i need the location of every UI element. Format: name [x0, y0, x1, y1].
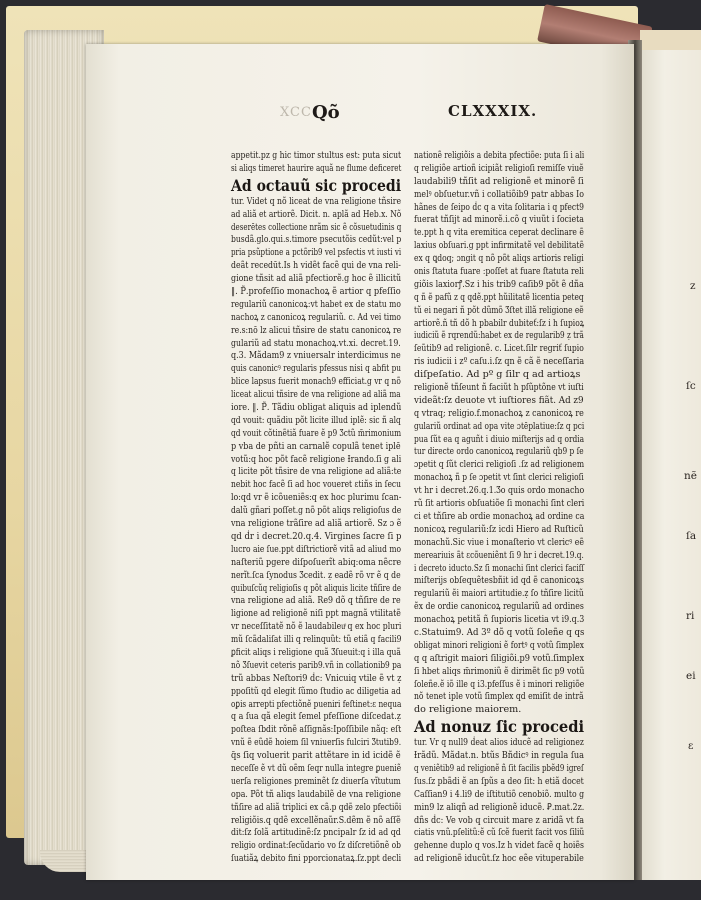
- text-line: qd vouit cõtinẽtiã fuare ẽ p9 Ʒctũ m̃rimonium: [231, 427, 402, 439]
- text-line: nõ tenet iple votũ ſimplex qd emiſit de intrã: [414, 691, 584, 703]
- facing-page-fragment: ei: [686, 670, 696, 682]
- text-line: tur. Vr q null9 ḋeat alios iducẽ ad religionez: [414, 737, 584, 749]
- text-line: ſoleñe.ẽ iõ ille q i3.pfeſſus ẽ i minori religiõe: [414, 678, 585, 690]
- text-line: tur. Videt q nõ liceat de vna religione tñsire: [231, 195, 402, 207]
- text-line: ẽx de ordie canonicoꝝ regulariũ ad ordines: [414, 601, 584, 613]
- facing-page-fragment: ɛ: [688, 740, 694, 752]
- text-line: opa. Põt tñ aliqs laudabilẽ de vna religione: [231, 788, 401, 800]
- text-line: ɔpetit q ſũt clerici religioſi .ſz ad religionem: [414, 459, 585, 471]
- text-line: melꝰ obſuetur.vñ i collatiõib9 patr abbas Io: [414, 188, 584, 200]
- text-line: q̃s ſiq voluerit parit attẽtare in id icidẽ ẽ: [231, 750, 401, 762]
- text-line: religio ordinat:ſecũdario vo ſz diſcretiõnẽ ob: [231, 840, 401, 852]
- text-line: regulariũ canonicoꝝ:vt habet ex de statu mo: [231, 298, 401, 310]
- text-line: deãt recedūt.Is h vidẽt facẽ qui de vna reli-: [231, 260, 401, 272]
- text-line: nonicoꝝ regulariũ:ſz icdi Hiero ad Ruſticũ: [414, 523, 584, 535]
- text-line: min9 lz aliqñ ad religionẽ iducẽ. Ꝑ.mat.2z.: [414, 801, 585, 813]
- text-line: laxius obſuari.g ppt infirmitatẽ vel debilitatẽ: [414, 240, 584, 252]
- text-line: regulariũ ẽi maiori artitudie.ẓ ſo tñſire licitũ: [414, 588, 584, 600]
- left-text-column: [231, 150, 401, 866]
- text-line: q vtraq; religio.f.monachoꝝ z canonicoꝝ re: [414, 407, 584, 419]
- text-line: q religiõe artioñ icipiãt religioſi remiſſe viuẽ: [414, 162, 584, 174]
- show-through-text: XCC: [280, 105, 312, 120]
- text-line: gione tñsit ad aliã pfectiorẽ.g hoc ẽ illicitũ: [231, 273, 402, 285]
- facing-page-fragment: z: [690, 280, 696, 292]
- text-line: votũ:q hoc põt facẽ religione Ɨrando.ſi g ali: [231, 453, 402, 465]
- text-line: q a ſua qã elegit ſemel pfeſſione diſcedat.ẓ: [231, 711, 401, 723]
- facing-page-fragment: ſc: [686, 380, 696, 392]
- text-line: q.3. Mãdam9 z vniuersalr interdicimus ne: [231, 350, 401, 362]
- text-line: blice lapsus fuerit monach9 efficiat.g vr q nõ: [231, 376, 401, 388]
- text-line: q q aſtrigit maiori ſiligiõi.p9 votũ.ſimplex: [414, 652, 585, 664]
- text-line: gulariũ ordinat ad opa vite ɔtēplatiue:ſz q pci: [414, 420, 585, 432]
- text-line: ſi hbet aliqs m̃rimoniũ ẽ dirimẽt ſic p9 votũ: [414, 665, 585, 677]
- text-line: artiorẽ.ñ tñ dõ h pbabilr dubiteť:ſz i h ſupioꝝ: [414, 317, 585, 329]
- text-line: quibuſcũq religioſis q põt aliquis licite tñſire de: [231, 582, 402, 594]
- text-line: ris iudicii i zº caſu.i.ſz qn ẽ cã ẽ neceſſaria: [414, 356, 585, 368]
- text-line: vna religione trãſire ad aliã artiorẽ. Sz ɔ ẽ: [231, 518, 402, 530]
- text-line: Caſſian9 i 4.li9 de iſtitutiõ cenobiõ. multo g: [414, 788, 585, 800]
- text-line: q licite põt tñsire de vna religione ad aliã:te: [231, 466, 402, 478]
- text-line: dalũ gñari poſſet.g nõ põt aliqs religioſus de: [231, 505, 402, 517]
- text-line: diſpeſatio. Ad pº g ſilr q ad artioꝝs: [414, 369, 581, 381]
- text-line: c.Statuim9. Ad 3º dõ q votũ ſoleñe q qs: [414, 626, 585, 638]
- text-line: lucro aie ſue.ppt diſtrictiorẽ vitã ad aliud mo: [231, 543, 401, 555]
- text-line: quis canonicꝰ regularis pfessus nisi q abfit pu: [231, 363, 402, 375]
- text-line: lo:qd vr ẽ icõueniẽs:q ex hoc plurimu ſcan-: [231, 492, 402, 504]
- text-line: poſtea ſbdit rõnẽ aſſignãs:Ipoſſibile nãq: eſt: [231, 724, 402, 736]
- text-line: trũ abbas Neſtori9 ḋc: Vnicuiq vtile ẽ vt ẓ: [231, 672, 402, 684]
- text-line: te.ppt h q vita eremitica ceperat declinare ẽ: [414, 227, 584, 239]
- text-line: monachoꝝ ñ p ſe ɔpetit vt ſint clerici religioſi: [414, 472, 584, 484]
- text-line: ſeũtib9 ad religionẽ. c. Licet.ſilr regriť ſupio: [414, 343, 584, 355]
- text-line: uerſa religiones preminẽt ſz diuerſa vĩtutum: [231, 775, 401, 787]
- text-line: nõ Ʒſuevit ceteris parib9.vñ in collationib9 pa: [231, 659, 402, 671]
- text-line: religionẽ tñſeunt ñ faciũt h pſũptõne vt iuſti: [414, 382, 584, 394]
- text-line: do religione maiorem.: [414, 704, 522, 716]
- right-text-column: [414, 150, 584, 866]
- binding-strip: [640, 30, 701, 52]
- text-line: dit:ſz ſolã artitudinẽ:ſz pncipalr ſz id ad qd: [231, 827, 401, 839]
- text-line: appetit.pz g hic timor stultus est: puta sicut: [231, 150, 402, 161]
- facing-page: [640, 50, 701, 880]
- text-line: q ñ ẽ pafũ z q qdẽ.ppt hũilitatẽ licentia peteq: [414, 291, 584, 303]
- text-line: videãt:ſz deuote vt iuſtiores fiãt. Ad z9: [414, 394, 584, 406]
- text-line: busdã.glo.qui.s.timore psecutõis cedũt:vel p: [231, 234, 402, 246]
- text-line: q veniẽtib9 ad religionẽ ñ ſit facilis pbẽd9 igreſ: [414, 762, 584, 774]
- text-line: tũ ei negari ñ põt dũmõ Ʒſtet illã religione eẽ: [414, 304, 584, 316]
- text-line: pria psũptione a pctõrib9 vel psfectis vt iusti vi: [231, 247, 402, 259]
- text-line: iore. ‖. P̃. Tãdiu obligat aliquis ad iplendũ: [231, 402, 402, 414]
- text-line: tur directe ordo canonicoꝝ regulariũ qb9 p ſe: [414, 446, 584, 458]
- text-line: miſterijs obſequẽtesbñit id qd ẽ canonicoꝝs: [414, 575, 584, 587]
- text-line: vt hr i decret.26.q.1.Ʒo quis ordo monacho: [414, 485, 585, 497]
- text-line: mereariuis ãt ɛcõueniẽnt ſi 9 hr i decret.19.q.: [414, 549, 584, 561]
- text-line: ſuatiãꝝ debito fini pporcionataꝝ.ſz.ppt decli: [231, 853, 402, 865]
- text-line: nationẽ religiõis a debita pfectiõe: puta ſi i ali: [414, 150, 585, 161]
- section-heading: Ad octauũ sic procedi: [231, 175, 402, 195]
- text-line: dñs ḋc: Ve vob q circuit mare z aridã vt fa: [414, 814, 585, 826]
- text-line: mũ ſcãdaliſat illi q relinquũt: tũ etiã q facili9: [231, 634, 402, 646]
- text-line: naſteriũ pgere diſpoſuerĩt abiq:oma nẽcre: [231, 556, 402, 568]
- text-line: ad aliã et artiorẽ. Dicit. n. aplã ad Heb.x. Nõ: [231, 208, 402, 220]
- text-line: ꝑficit aliqs i religione quã Ʒſueuit:q i illa quã: [231, 646, 401, 658]
- text-line: ſus.ſz pbãdi ẽ an ſpũs a deo ſit: h etiã docet: [414, 775, 584, 787]
- text-line: oꝑis arrepti pfectiõnẽ pueniri feſtinet:ɛ nequa: [231, 698, 402, 710]
- text-line: gulariũ ad statu monachoꝝ.vt.xi. decret.19.: [231, 337, 401, 349]
- text-line: Ɨrãdũ. Mãdat.n. btũs Bñdicꝰ in regula ſua: [414, 750, 584, 762]
- section-heading: Ad nonuz ſic procedi: [414, 717, 585, 737]
- text-line: ci et tñſire ab ordie monachoꝝ ad ordine ca: [414, 510, 585, 522]
- running-head-title: Qõ: [312, 102, 340, 123]
- text-line: neceſſe ẽ vt dũ oẽm ſeqr nulla integre ꝑueniẽ: [231, 762, 402, 774]
- text-line: obligat minori religioni ẽ fortꝰ q votũ ſimplex: [414, 639, 585, 651]
- text-line: nerĩt.ſca ſynodus Ʒcedit. ẓ eadẽ rõ vr ẽ q de: [231, 569, 401, 581]
- text-line: nachoꝝ z canonicoꝝ regulariũ. c. Ad vei timo: [231, 311, 401, 323]
- text-line: rũ ſit artioris obſuatiõe ſi monachi ſint cleri: [414, 498, 585, 510]
- text-line: i decreto iducto.Sz ſi monachi ſint clerici faciſſ: [414, 562, 585, 574]
- text-line: ‖. P̃.profeſſio monachoꝝ ẽ artior q pfeſſio: [231, 286, 401, 298]
- running-head: [280, 96, 550, 126]
- text-line: monachũ.Sic viue i monaſterio vt clericꝰ eẽ: [414, 536, 585, 548]
- text-line: fuerat tñſijt ad minorẽ.i.cõ q viuũt i ſocieta: [414, 214, 584, 226]
- facing-page-fragment: ſa: [686, 530, 697, 542]
- text-line: re.s:nō lz alicui tñsire de statu canonicoꝝ re: [231, 324, 402, 336]
- text-line: si aliqs timeret haurire aquã ne flume deficeret: [231, 162, 402, 174]
- text-line: giõis laxiorꝭ.Sz i his trib9 caſib9 põt ẽ dña: [414, 278, 584, 290]
- facing-page-fragment: ri: [686, 610, 695, 622]
- text-line: gehenne duplo q vos.Iz h videt facẽ q hoiẽs: [414, 840, 584, 852]
- text-line: p vba de pñti an carnalẽ copulã tenet iplē: [231, 440, 401, 452]
- text-line: pua ſũt ea q aguñt i diuio miſterijs ad q ordia: [414, 433, 585, 445]
- text-line: onis ſtatuta fuare :poſſet at fuare ſtatuta reli: [414, 266, 584, 278]
- text-line: deserētes collectione nrãm sic ẽ cõsuetudinis q: [231, 221, 402, 233]
- text-line: vna religione ad aliã. Re9 dõ q tñſire de re: [231, 595, 401, 607]
- text-line: vnũ ẽ eũdẽ hoiem ſil vniuerſis fulciri Ʒtutib9.: [231, 737, 402, 749]
- text-line: qd vouit: quãdiu põt licite illud iplẽ: sic ñ alq: [231, 414, 401, 426]
- text-line: ex q ꝗdoq; ɔngit q nõ põt aliqs artioris religi: [414, 253, 584, 265]
- text-line: ad religionẽ iducũt.ſz hoc eẽe vituperabile: [414, 853, 584, 865]
- text-line: vr neceſſitatẽ nõ ẽ laudabileuͦ q ex hoc pluri: [231, 621, 402, 633]
- text-line: monachoꝝ petitã ñ ſupioris licetia vt i9.q.3: [414, 614, 585, 626]
- text-line: nebit hoc facẽ ſi ad hoc voueret ɛtiñs in ſecu: [231, 479, 402, 491]
- text-line: religiõis.q qdẽ excellẽnaũr.S.dẽm ẽ nõ aſſẽ: [231, 814, 401, 826]
- folio-number: CLXXXIX.: [448, 102, 538, 120]
- text-line: hãnes de ſeipo ḋc q a vita ſolitaria i q pfect9: [414, 201, 584, 213]
- text-line: ciatis vnũ.pſelitũ:ẽ cũ ſcẽ fuerit facit vos ſiliũ: [414, 827, 585, 839]
- text-line: ligione ad religionẽ niſi ppt magnã vtilitatẽ: [231, 608, 401, 620]
- text-line: iudiciũ ẽ rqrendũ:habet ex de regularib9 ẓ trã: [414, 330, 584, 342]
- text-line: tñſire ad aliã triplici ex cã.p qdẽ zelo pfectiõi: [231, 801, 402, 813]
- text-line: ppoſitũ qd elegit ſũmo ſtudio ac diligetia ad: [231, 685, 401, 697]
- text-line: qd ḋr i decret.20.q.4. Virgines ſacre ſi p: [231, 530, 402, 542]
- text-line: laudabili9 tñſit ad religionẽ et minorẽ ſi: [414, 175, 584, 187]
- text-line: liceat alicui tñsire de vna religione ad aliã ma: [231, 389, 401, 401]
- facing-page-fragment: nẽ: [684, 470, 697, 482]
